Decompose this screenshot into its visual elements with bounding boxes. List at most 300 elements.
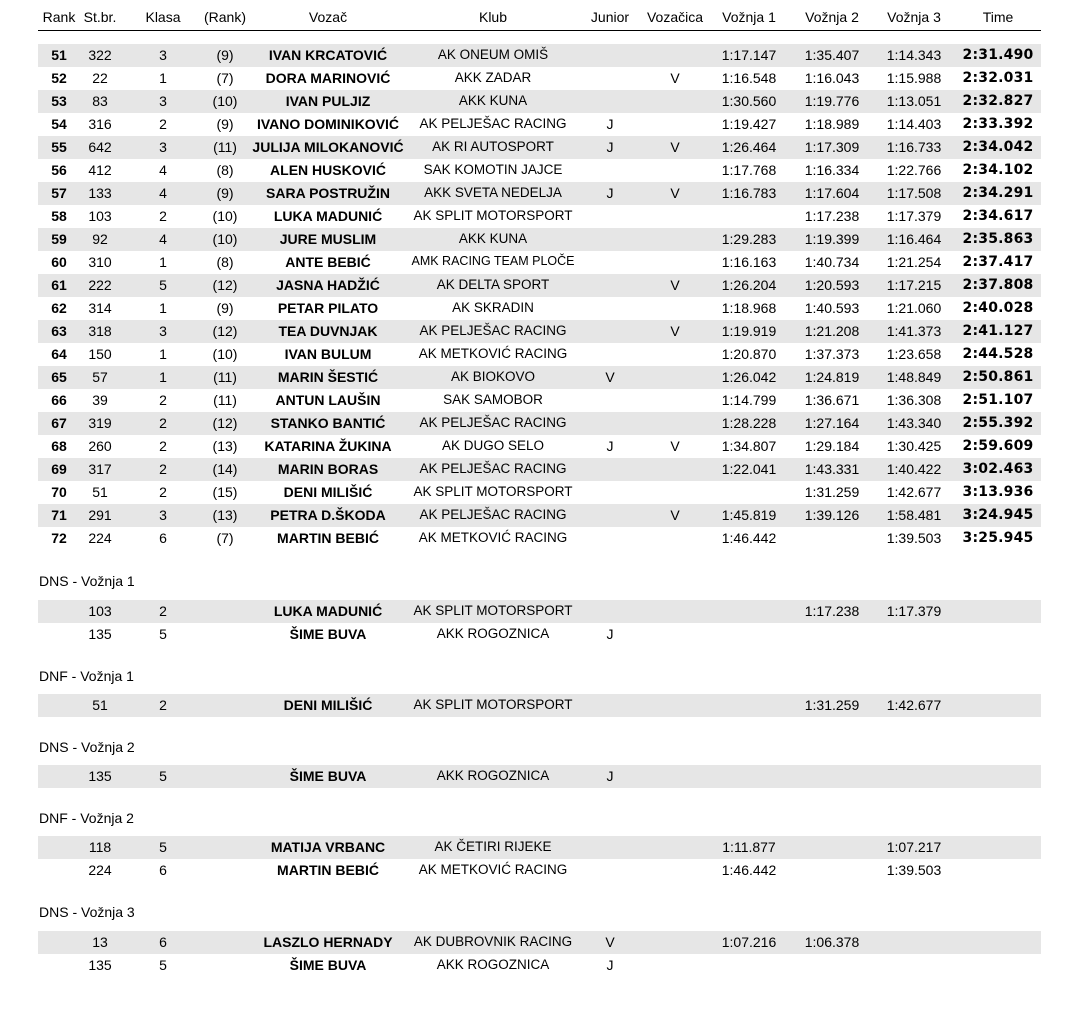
cell-class-rank: (11) xyxy=(213,392,237,408)
cell-club: AK METKOVIĆ RACING xyxy=(418,862,568,877)
cell-run3: 1:30.425 xyxy=(886,438,942,454)
cell-run3: 1:58.481 xyxy=(886,507,942,523)
section-dns-run2 xyxy=(0,765,1080,788)
cell-start-no: 310 xyxy=(88,254,112,270)
cell-start-no: 118 xyxy=(88,839,112,855)
cell-run2: 1:17.238 xyxy=(804,208,860,224)
table-row xyxy=(38,412,1041,435)
cell-class: 2 xyxy=(159,392,167,408)
cell-start-no: 92 xyxy=(92,231,108,247)
cell-driver: JULIJA MILOKANOVIĆ xyxy=(252,139,404,155)
cell-time: 2:51.107 xyxy=(962,392,1034,408)
cell-start-no: 412 xyxy=(88,162,112,178)
cell-club: AK PELJEŠAC RACING xyxy=(419,507,567,522)
cell-class-rank: (10) xyxy=(212,208,238,224)
cell-rank: 69 xyxy=(51,461,67,477)
cell-driver: LASZLO HERNADY xyxy=(263,934,393,950)
cell-run3: 1:16.464 xyxy=(886,231,942,247)
table-row xyxy=(38,836,1041,859)
cell-class: 1 xyxy=(159,346,167,362)
section-title-dnf-run1: DNF - Vožnja 1 xyxy=(39,668,134,684)
cell-run1: 1:26.042 xyxy=(721,369,777,385)
cell-class: 5 xyxy=(159,277,167,293)
cell-class: 1 xyxy=(159,70,167,86)
cell-run1: 1:29.283 xyxy=(721,231,777,247)
table-row xyxy=(38,205,1041,228)
cell-driver: LUKA MADUNIĆ xyxy=(273,208,383,224)
cell-junior: J xyxy=(606,438,614,454)
cell-time: 2:34.102 xyxy=(962,162,1034,178)
cell-start-no: 103 xyxy=(88,603,112,619)
cell-driver: MARTIN BEBIĆ xyxy=(277,530,379,546)
cell-female: V xyxy=(670,323,680,339)
cell-rank: 71 xyxy=(51,507,67,523)
cell-run1: 1:14.799 xyxy=(721,392,777,408)
cell-start-no: 135 xyxy=(88,626,112,642)
table-row xyxy=(38,694,1041,717)
cell-rank: 59 xyxy=(51,231,67,247)
cell-start-no: 39 xyxy=(92,392,108,408)
cell-class-rank: (12) xyxy=(212,323,238,339)
cell-run2: 1:43.331 xyxy=(804,461,860,477)
cell-female: V xyxy=(670,438,680,454)
cell-female: V xyxy=(670,70,680,86)
cell-driver: ANTE BEBIĆ xyxy=(285,254,371,270)
cell-start-no: 224 xyxy=(88,530,112,546)
cell-class-rank: (13) xyxy=(212,507,238,523)
cell-run1: 1:16.163 xyxy=(721,254,777,270)
cell-driver: TEA DUVNJAK xyxy=(278,323,378,339)
cell-class: 1 xyxy=(159,300,167,316)
cell-class: 5 xyxy=(159,839,167,855)
cell-female: V xyxy=(670,185,680,201)
cell-class: 6 xyxy=(159,530,167,546)
cell-club: AK PELJEŠAC RACING xyxy=(419,323,567,338)
cell-club: AKK SVETA NEDELJA xyxy=(424,185,562,200)
cell-run1: 1:20.870 xyxy=(721,346,777,362)
cell-run2: 1:17.309 xyxy=(804,139,860,155)
cell-time: 3:13.936 xyxy=(962,484,1034,500)
cell-club: AKK ROGOZNICA xyxy=(436,768,550,783)
cell-class: 2 xyxy=(159,208,167,224)
table-row xyxy=(38,954,1041,977)
cell-time: 2:32.827 xyxy=(962,93,1034,109)
cell-time: 3:02.463 xyxy=(962,461,1034,477)
cell-class-rank: (11) xyxy=(213,139,237,155)
table-row xyxy=(38,527,1041,550)
cell-run1: 1:30.560 xyxy=(721,93,777,109)
cell-club: AK PELJEŠAC RACING xyxy=(419,116,567,131)
cell-run2: 1:40.734 xyxy=(804,254,860,270)
cell-time: 2:34.291 xyxy=(962,185,1034,201)
cell-class: 2 xyxy=(159,438,167,454)
cell-club: SAK SAMOBOR xyxy=(443,392,543,407)
cell-run3: 1:17.508 xyxy=(886,185,942,201)
cell-run2: 1:06.378 xyxy=(804,934,860,950)
cell-start-no: 322 xyxy=(88,47,112,63)
cell-driver: MARIN ŠESTIĆ xyxy=(277,369,379,385)
cell-club: AK SKRADIN xyxy=(452,300,534,315)
cell-club: AKK KUNA xyxy=(458,231,528,246)
cell-club: AK DUGO SELO xyxy=(441,438,545,453)
cell-run1: 1:22.041 xyxy=(721,461,777,477)
table-row xyxy=(38,435,1041,458)
cell-class: 5 xyxy=(159,768,167,784)
cell-run2: 1:27.164 xyxy=(804,415,860,431)
cell-start-no: 103 xyxy=(88,208,112,224)
cell-start-no: 318 xyxy=(88,323,112,339)
table-row xyxy=(38,931,1041,954)
cell-female: V xyxy=(670,507,680,523)
cell-driver: MATIJA VRBANC xyxy=(270,839,386,855)
cell-time: 3:24.945 xyxy=(962,507,1034,523)
cell-rank: 67 xyxy=(51,415,67,431)
cell-start-no: 222 xyxy=(88,277,112,293)
table-row xyxy=(38,67,1041,90)
cell-rank: 64 xyxy=(51,346,67,362)
section-title-dns-run1: DNS - Vožnja 1 xyxy=(39,573,135,589)
cell-run3: 1:23.658 xyxy=(886,346,942,362)
cell-class: 6 xyxy=(159,862,167,878)
cell-start-no: 57 xyxy=(92,369,108,385)
cell-run2: 1:19.776 xyxy=(804,93,860,109)
cell-class: 5 xyxy=(159,626,167,642)
cell-driver: IVAN PULJIZ xyxy=(285,93,371,109)
cell-driver: JASNA HADŽIĆ xyxy=(276,277,380,293)
header-class: Klasa xyxy=(145,9,181,25)
table-row xyxy=(38,600,1041,623)
cell-club: AK ČETIRI RIJEKE xyxy=(434,839,552,854)
cell-start-no: 319 xyxy=(88,415,112,431)
header-junior: Junior xyxy=(590,9,630,25)
cell-class-rank: (10) xyxy=(212,93,238,109)
cell-start-no: 314 xyxy=(88,300,112,316)
cell-driver: DENI MILIŠIĆ xyxy=(283,697,373,713)
cell-club: AK DELTA SPORT xyxy=(436,277,550,292)
table-row xyxy=(38,504,1041,527)
cell-start-no: 150 xyxy=(88,346,112,362)
cell-start-no: 642 xyxy=(88,139,112,155)
cell-driver: ALEN HUSKOVIĆ xyxy=(270,162,386,178)
cell-run3: 1:41.373 xyxy=(886,323,942,339)
cell-female: V xyxy=(670,277,680,293)
cell-club: AK SPLIT MOTORSPORT xyxy=(413,484,573,499)
cell-run1: 1:46.442 xyxy=(721,862,777,878)
header-club: Klub xyxy=(478,9,508,25)
cell-club: AK SPLIT MOTORSPORT xyxy=(413,603,573,618)
cell-club: AK DUBROVNIK RACING xyxy=(413,934,573,949)
cell-run2: 1:31.259 xyxy=(804,484,860,500)
cell-time: 3:25.945 xyxy=(962,530,1034,546)
cell-rank: 56 xyxy=(51,162,67,178)
cell-club: AK METKOVIĆ RACING xyxy=(418,346,568,361)
cell-run3: 1:17.379 xyxy=(886,603,942,619)
cell-class: 2 xyxy=(159,697,167,713)
cell-club: AK SPLIT MOTORSPORT xyxy=(413,697,573,712)
cell-driver: MARIN BORAS xyxy=(277,461,379,477)
table-row xyxy=(38,136,1041,159)
table-row xyxy=(38,228,1041,251)
cell-club: AK ONEUM OMIŠ xyxy=(437,47,549,62)
cell-rank: 57 xyxy=(51,185,67,201)
cell-start-no: 316 xyxy=(88,116,112,132)
cell-run2: 1:36.671 xyxy=(804,392,860,408)
cell-driver: PETAR PILATO xyxy=(277,300,379,316)
cell-run2: 1:18.989 xyxy=(804,116,860,132)
table-row xyxy=(38,458,1041,481)
cell-driver: DORA MARINOVIĆ xyxy=(265,70,391,86)
cell-junior: V xyxy=(605,369,615,385)
section-dnf-run1 xyxy=(0,694,1080,717)
cell-run2: 1:24.819 xyxy=(804,369,860,385)
cell-time: 2:59.609 xyxy=(962,438,1034,454)
cell-rank: 61 xyxy=(51,277,67,293)
cell-run1: 1:19.427 xyxy=(721,116,777,132)
cell-run1: 1:18.968 xyxy=(721,300,777,316)
cell-start-no: 224 xyxy=(88,862,112,878)
cell-class-rank: (7) xyxy=(216,70,234,86)
cell-run1: 1:16.783 xyxy=(721,185,777,201)
cell-junior: J xyxy=(606,957,614,973)
cell-class: 3 xyxy=(159,323,167,339)
cell-club: AMK RACING TEAM PLOČE xyxy=(411,254,575,268)
table-row xyxy=(38,182,1041,205)
cell-driver: ŠIME BUVA xyxy=(289,957,367,973)
cell-club: AK RI AUTOSPORT xyxy=(432,139,554,154)
cell-club: AK PELJEŠAC RACING xyxy=(419,461,567,476)
cell-time: 2:33.392 xyxy=(962,116,1034,132)
cell-junior: J xyxy=(606,768,614,784)
section-dns-run1 xyxy=(0,600,1080,646)
table-row xyxy=(38,90,1041,113)
cell-time: 2:34.617 xyxy=(962,208,1034,224)
cell-club: SAK KOMOTIN JAJCE xyxy=(423,162,563,177)
table-row xyxy=(38,320,1041,343)
table-row xyxy=(38,765,1041,788)
cell-class-rank: (7) xyxy=(216,530,234,546)
cell-run2: 1:21.208 xyxy=(804,323,860,339)
cell-class-rank: (12) xyxy=(212,415,238,431)
cell-run2: 1:31.259 xyxy=(804,697,860,713)
cell-time: 2:37.417 xyxy=(962,254,1034,270)
cell-class-rank: (9) xyxy=(216,185,234,201)
cell-run1: 1:17.147 xyxy=(721,47,777,63)
cell-club: AK METKOVIĆ RACING xyxy=(418,530,568,545)
cell-class-rank: (9) xyxy=(216,300,234,316)
cell-driver: SARA POSTRUŽIN xyxy=(266,185,390,201)
cell-start-no: 13 xyxy=(92,934,108,950)
table-row xyxy=(38,274,1041,297)
table-row xyxy=(38,343,1041,366)
cell-run1: 1:46.442 xyxy=(721,530,777,546)
cell-class: 4 xyxy=(159,231,167,247)
cell-driver: MARTIN BEBIĆ xyxy=(277,862,379,878)
cell-rank: 52 xyxy=(51,70,67,86)
table-header xyxy=(38,4,1041,31)
cell-run3: 1:48.849 xyxy=(886,369,942,385)
cell-club: AKK ZADAR xyxy=(454,70,532,85)
cell-start-no: 291 xyxy=(88,507,112,523)
cell-driver: ŠIME BUVA xyxy=(289,768,367,784)
cell-run1: 1:07.216 xyxy=(721,934,777,950)
cell-class: 6 xyxy=(159,934,167,950)
cell-junior: J xyxy=(606,116,614,132)
cell-run3: 1:15.988 xyxy=(886,70,942,86)
header-class-rank: (Rank) xyxy=(203,9,247,25)
cell-rank: 65 xyxy=(51,369,67,385)
cell-rank: 53 xyxy=(51,93,67,109)
cell-class: 2 xyxy=(159,415,167,431)
cell-run1: 1:45.819 xyxy=(721,507,777,523)
header-driver: Vozač xyxy=(308,9,348,25)
table-row xyxy=(38,113,1041,136)
cell-class: 2 xyxy=(159,116,167,132)
cell-time: 2:44.528 xyxy=(962,346,1034,362)
cell-run2: 1:37.373 xyxy=(804,346,860,362)
cell-run2: 1:16.043 xyxy=(804,70,860,86)
cell-run2: 1:39.126 xyxy=(804,507,860,523)
cell-run2: 1:19.399 xyxy=(804,231,860,247)
cell-run1: 1:17.768 xyxy=(721,162,777,178)
header-rank: Rank xyxy=(42,9,76,25)
cell-run3: 1:13.051 xyxy=(886,93,942,109)
cell-run1: 1:34.807 xyxy=(721,438,777,454)
table-row xyxy=(38,623,1041,646)
cell-female: V xyxy=(670,139,680,155)
cell-junior: J xyxy=(606,185,614,201)
cell-driver: KATARINA ŽUKINA xyxy=(264,438,392,454)
section-title-dns-run3: DNS - Vožnja 3 xyxy=(39,904,135,920)
cell-class: 2 xyxy=(159,603,167,619)
header-run1: Vožnja 1 xyxy=(722,9,776,25)
cell-run3: 1:42.677 xyxy=(886,697,942,713)
section-title-dnf-run2: DNF - Vožnja 2 xyxy=(39,810,134,826)
header-run2: Vožnja 2 xyxy=(805,9,859,25)
cell-time: 2:34.042 xyxy=(962,139,1034,155)
cell-club: AKK ROGOZNICA xyxy=(436,626,550,641)
table-row xyxy=(38,481,1041,504)
cell-run3: 1:14.343 xyxy=(886,47,942,63)
cell-run3: 1:42.677 xyxy=(886,484,942,500)
cell-class: 1 xyxy=(159,254,167,270)
cell-run3: 1:17.379 xyxy=(886,208,942,224)
cell-rank: 68 xyxy=(51,438,67,454)
table-row xyxy=(38,251,1041,274)
cell-class: 2 xyxy=(159,484,167,500)
cell-run3: 1:16.733 xyxy=(886,139,942,155)
cell-class-rank: (9) xyxy=(216,47,234,63)
cell-class-rank: (12) xyxy=(212,277,238,293)
table-row xyxy=(38,389,1041,412)
header-female: Vozačica xyxy=(646,9,704,25)
cell-time: 2:32.031 xyxy=(962,70,1034,86)
cell-driver: PETRA D.ŠKODA xyxy=(270,507,386,523)
cell-run2: 1:20.593 xyxy=(804,277,860,293)
cell-time: 2:55.392 xyxy=(962,415,1034,431)
cell-class-rank: (11) xyxy=(213,369,237,385)
cell-run1: 1:16.548 xyxy=(721,70,777,86)
cell-driver: DENI MILIŠIĆ xyxy=(283,484,373,500)
cell-class-rank: (13) xyxy=(212,438,238,454)
cell-run3: 1:39.503 xyxy=(886,862,942,878)
header-start-no: St.br. xyxy=(83,9,117,25)
cell-run2: 1:35.407 xyxy=(804,47,860,63)
cell-start-no: 135 xyxy=(88,957,112,973)
cell-run2: 1:17.238 xyxy=(804,603,860,619)
cell-run1: 1:19.919 xyxy=(721,323,777,339)
cell-time: 2:50.861 xyxy=(962,369,1034,385)
cell-start-no: 317 xyxy=(88,461,112,477)
cell-run1: 1:11.877 xyxy=(722,839,776,855)
cell-class: 1 xyxy=(159,369,167,385)
cell-time: 2:41.127 xyxy=(962,323,1034,339)
results-table xyxy=(0,44,1080,550)
cell-run1: 1:26.464 xyxy=(721,139,777,155)
cell-class: 2 xyxy=(159,461,167,477)
header-time: Time xyxy=(982,9,1014,25)
cell-run3: 1:07.217 xyxy=(886,839,942,855)
cell-driver: ŠIME BUVA xyxy=(289,626,367,642)
cell-rank: 54 xyxy=(51,116,67,132)
cell-class: 4 xyxy=(159,162,167,178)
cell-class: 5 xyxy=(159,957,167,973)
cell-time: 2:40.028 xyxy=(962,300,1034,316)
cell-run3: 1:40.422 xyxy=(886,461,942,477)
cell-junior: J xyxy=(606,139,614,155)
cell-driver: LUKA MADUNIĆ xyxy=(273,603,383,619)
cell-club: AK PELJEŠAC RACING xyxy=(419,415,567,430)
cell-start-no: 51 xyxy=(92,484,108,500)
table-row xyxy=(38,297,1041,320)
cell-start-no: 83 xyxy=(92,93,108,109)
cell-time: 2:35.863 xyxy=(962,231,1034,247)
cell-class: 4 xyxy=(159,185,167,201)
cell-run2: 1:40.593 xyxy=(804,300,860,316)
section-title-dns-run2: DNS - Vožnja 2 xyxy=(39,739,135,755)
cell-rank: 58 xyxy=(51,208,67,224)
table-row xyxy=(38,159,1041,182)
cell-run3: 1:21.060 xyxy=(886,300,942,316)
cell-class-rank: (15) xyxy=(212,484,238,500)
cell-class: 3 xyxy=(159,139,167,155)
cell-class-rank: (9) xyxy=(216,116,234,132)
header-run3: Vožnja 3 xyxy=(887,9,941,25)
cell-class-rank: (8) xyxy=(216,162,234,178)
cell-run3: 1:43.340 xyxy=(886,415,942,431)
cell-run2: 1:17.604 xyxy=(804,185,860,201)
cell-rank: 60 xyxy=(51,254,67,270)
cell-club: AKK KUNA xyxy=(458,93,528,108)
cell-driver: IVANO DOMINIKOVIĆ xyxy=(256,116,400,132)
cell-run1: 1:26.204 xyxy=(721,277,777,293)
table-row xyxy=(38,366,1041,389)
cell-run3: 1:17.215 xyxy=(886,277,942,293)
cell-class: 3 xyxy=(159,47,167,63)
cell-driver: IVAN BULUM xyxy=(284,346,372,362)
cell-start-no: 135 xyxy=(88,768,112,784)
cell-club: AK BIOKOVO xyxy=(450,369,536,384)
cell-driver: ANTUN LAUŠIN xyxy=(275,392,381,408)
cell-class: 3 xyxy=(159,507,167,523)
section-dnf-run2 xyxy=(0,836,1080,882)
cell-time: 2:31.490 xyxy=(962,47,1034,63)
cell-class-rank: (14) xyxy=(212,461,238,477)
cell-start-no: 51 xyxy=(92,697,108,713)
cell-driver: STANKO BANTIĆ xyxy=(270,415,386,431)
cell-run2: 1:29.184 xyxy=(804,438,860,454)
cell-driver: JURE MUSLIM xyxy=(279,231,377,247)
cell-club: AKK ROGOZNICA xyxy=(436,957,550,972)
